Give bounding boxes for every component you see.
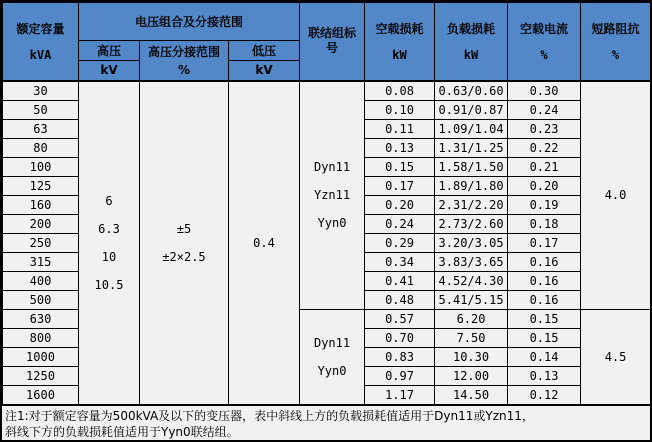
footnote — [2, 405, 650, 442]
cell-rated-capacity: 1000 — [3, 347, 79, 366]
header-no-load-current-unit: % — [540, 48, 548, 63]
table-header — [3, 3, 651, 81]
cell-load-loss: 3.20/3.05 — [435, 233, 508, 252]
header-impedance-label: 短路阻抗 — [591, 22, 640, 37]
cell-load-loss: 1.58/1.50 — [435, 157, 508, 176]
footnote-line-2: 斜线下方的负载损耗值适用于Yyn0联结组。 — [5, 424, 239, 439]
header-hv-label: 高压 — [96, 44, 121, 58]
cell-no-load-current: 0.23 — [508, 119, 581, 138]
cell-load-loss: 2.73/2.60 — [435, 214, 508, 233]
cell-connection-group1-line: Yyn0 — [317, 216, 347, 230]
cell-no-load-loss: 0.34 — [365, 252, 435, 271]
cell-rated-capacity: 100 — [3, 157, 79, 176]
cell-no-load-loss: 0.17 — [365, 176, 435, 195]
cell-no-load-current: 0.13 — [508, 366, 581, 385]
cell-impedance-group1-line: 4.0 — [604, 188, 627, 202]
cell-no-load-loss: 0.48 — [365, 290, 435, 309]
transformer-spec-table — [2, 2, 651, 405]
cell-load-loss: 0.91/0.87 — [435, 100, 508, 119]
cell-no-load-current: 0.16 — [508, 271, 581, 290]
cell-load-loss: 7.50 — [435, 328, 508, 347]
cell-no-load-loss: 0.97 — [365, 366, 435, 385]
cell-no-load-current: 0.14 — [508, 347, 581, 366]
cell-no-load-current: 0.18 — [508, 214, 581, 233]
cell-no-load-loss: 0.24 — [365, 214, 435, 233]
cell-no-load-loss: 0.41 — [365, 271, 435, 290]
header-hv-unit: kV — [79, 61, 140, 81]
header-hv-tap-unit: % — [177, 63, 191, 78]
cell-rated-capacity: 80 — [3, 138, 79, 157]
cell-rated-capacity: 1600 — [3, 385, 79, 404]
cell-no-load-loss: 0.29 — [365, 233, 435, 252]
header-no-load-current — [508, 3, 581, 81]
cell-hv-tap-merged — [140, 81, 229, 405]
cell-load-loss: 0.63/0.60 — [435, 81, 508, 101]
header-rated-capacity-label: 额定容量 — [16, 22, 65, 37]
cell-lv-merged-line: 0.4 — [253, 235, 275, 250]
cell-no-load-current: 0.22 — [508, 138, 581, 157]
cell-hv-tap-merged-line: ±5 — [176, 221, 192, 236]
cell-no-load-current: 0.21 — [508, 157, 581, 176]
table-row — [3, 81, 651, 101]
cell-no-load-loss: 0.11 — [365, 119, 435, 138]
cell-load-loss: 5.41/5.15 — [435, 290, 508, 309]
cell-impedance-group2-line: 4.5 — [604, 349, 627, 364]
cell-no-load-current: 0.20 — [508, 176, 581, 195]
cell-hv-tap-merged-line: ±2×2.5 — [162, 249, 206, 264]
cell-load-loss: 10.30 — [435, 347, 508, 366]
cell-no-load-current: 0.12 — [508, 385, 581, 404]
cell-load-loss: 1.31/1.25 — [435, 138, 508, 157]
header-lv-label: 低压 — [252, 44, 277, 58]
cell-connection-group2 — [300, 309, 365, 404]
cell-load-loss: 3.83/3.65 — [435, 252, 508, 271]
header-no-load-loss-unit: kW — [392, 48, 407, 63]
cell-load-loss: 2.31/2.20 — [435, 195, 508, 214]
header-no-load-loss — [365, 3, 435, 81]
cell-hv-merged-line: 6.3 — [98, 221, 120, 236]
cell-no-load-loss: 0.57 — [365, 309, 435, 328]
header-impedance-unit: % — [611, 48, 620, 63]
footnote-line-1: 注1:对于额定容量为500kVA及以下的变压器，表中斜线上方的负载损耗值适用于Dyn11或Yzn11， — [5, 408, 534, 423]
header-load-loss-unit: kW — [463, 48, 479, 63]
cell-load-loss: 4.52/4.30 — [435, 271, 508, 290]
header-no-load-loss-label: 空载损耗 — [375, 22, 424, 37]
cell-no-load-loss: 1.17 — [365, 385, 435, 404]
cell-no-load-current: 0.16 — [508, 290, 581, 309]
header-hv-tap — [140, 41, 229, 81]
cell-lv-merged — [229, 81, 300, 405]
cell-rated-capacity: 630 — [3, 309, 79, 328]
cell-rated-capacity: 1250 — [3, 366, 79, 385]
header-lv-unit: kV — [229, 61, 300, 81]
cell-rated-capacity: 160 — [3, 195, 79, 214]
cell-impedance-group2 — [581, 309, 651, 404]
header-no-load-current-label: 空载电流 — [520, 22, 569, 37]
header-rated-capacity-unit: kVA — [29, 48, 52, 63]
header-connection-label: 联结组标号 — [308, 26, 357, 56]
header-voltage-group-label: 电压组合及分接范围 — [135, 15, 244, 29]
cell-connection-group1 — [300, 81, 365, 310]
header-hv-tap-label: 高压分接范围 — [147, 45, 220, 60]
cell-no-load-loss: 0.20 — [365, 195, 435, 214]
cell-load-loss: 6.20 — [435, 309, 508, 328]
cell-no-load-current: 0.15 — [508, 328, 581, 347]
cell-rated-capacity: 200 — [3, 214, 79, 233]
cell-no-load-loss: 0.10 — [365, 100, 435, 119]
header-load-loss — [435, 3, 508, 81]
cell-no-load-loss: 0.13 — [365, 138, 435, 157]
cell-hv-merged-line: 6 — [105, 193, 113, 208]
header-lv — [229, 41, 300, 61]
cell-connection-group2-line: Yyn0 — [317, 363, 347, 378]
cell-hv-merged — [79, 81, 140, 405]
cell-no-load-current: 0.17 — [508, 233, 581, 252]
cell-load-loss: 12.00 — [435, 366, 508, 385]
cell-connection-group1-line: Dyn11 — [313, 160, 351, 174]
cell-hv-merged-line: 10.5 — [94, 277, 124, 292]
cell-no-load-current: 0.24 — [508, 100, 581, 119]
cell-rated-capacity: 250 — [3, 233, 79, 252]
cell-rated-capacity: 125 — [3, 176, 79, 195]
header-hv — [79, 41, 140, 61]
cell-rated-capacity: 63 — [3, 119, 79, 138]
cell-rated-capacity: 800 — [3, 328, 79, 347]
cell-no-load-current: 0.16 — [508, 252, 581, 271]
cell-load-loss: 14.50 — [435, 385, 508, 404]
cell-rated-capacity: 30 — [3, 81, 79, 101]
cell-no-load-loss: 0.83 — [365, 347, 435, 366]
header-row-1 — [3, 3, 651, 41]
header-voltage-group — [79, 3, 300, 41]
header-connection — [300, 3, 365, 81]
cell-no-load-loss: 0.08 — [365, 81, 435, 101]
cell-no-load-current: 0.15 — [508, 309, 581, 328]
header-rated-capacity — [3, 3, 79, 81]
cell-hv-merged-line: 10 — [101, 249, 117, 264]
cell-rated-capacity: 315 — [3, 252, 79, 271]
cell-connection-group1-line: Yzn11 — [313, 188, 351, 202]
cell-rated-capacity: 500 — [3, 290, 79, 309]
cell-no-load-loss: 0.15 — [365, 157, 435, 176]
cell-no-load-loss: 0.70 — [365, 328, 435, 347]
cell-rated-capacity: 50 — [3, 100, 79, 119]
cell-no-load-current: 0.19 — [508, 195, 581, 214]
cell-load-loss: 1.09/1.04 — [435, 119, 508, 138]
cell-no-load-current: 0.30 — [508, 81, 581, 101]
cell-load-loss: 1.89/1.80 — [435, 176, 508, 195]
header-load-loss-label: 负载损耗 — [447, 22, 496, 37]
header-impedance — [581, 3, 651, 81]
cell-rated-capacity: 400 — [3, 271, 79, 290]
cell-impedance-group1 — [581, 81, 651, 310]
cell-connection-group2-line: Dyn11 — [313, 335, 351, 350]
table-body — [3, 81, 651, 405]
